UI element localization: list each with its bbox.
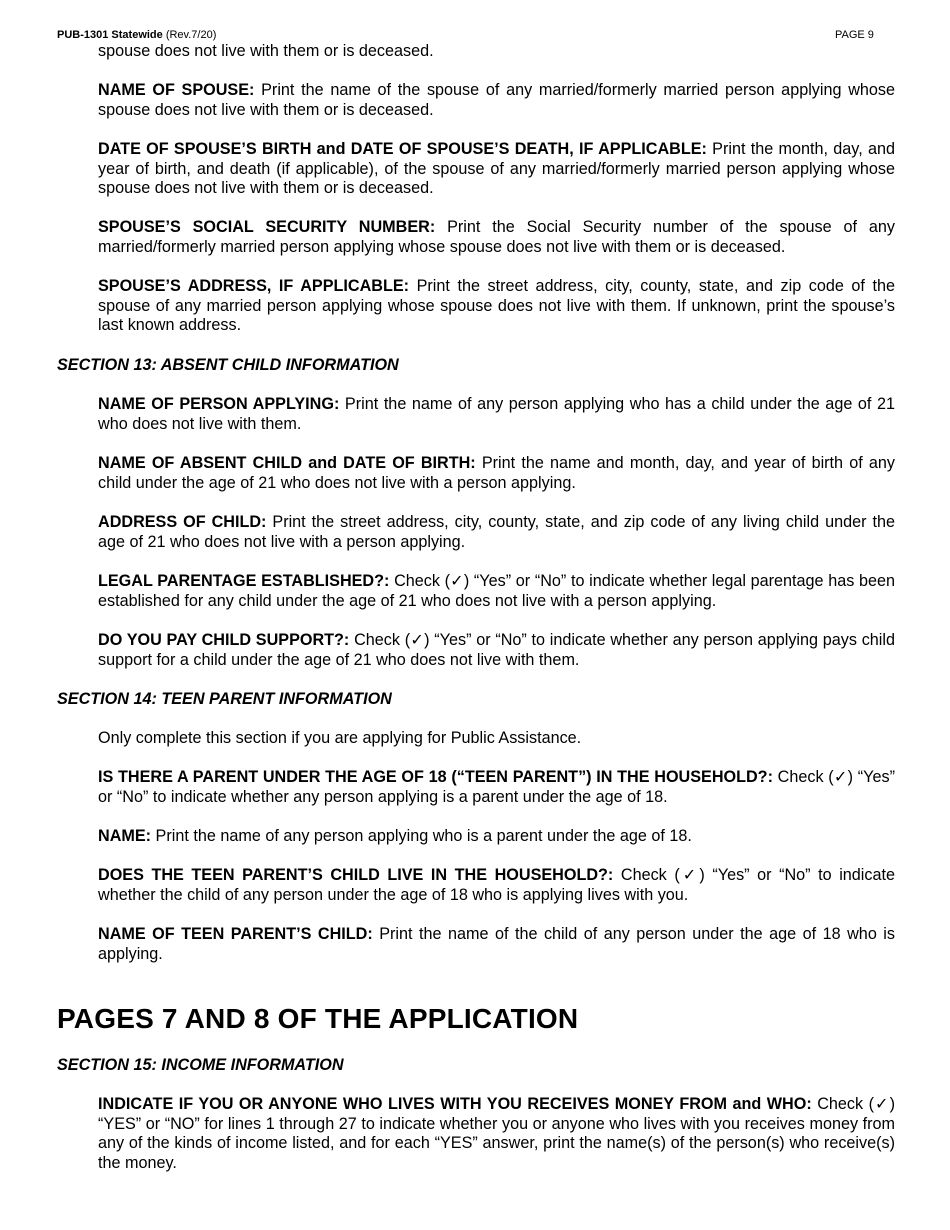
teen-parent-item xyxy=(98,768,895,807)
item-text: Check (✓) “YES” or “NO” for lines 1 through 27 to indicate whether you or anyone who lives with you receives money from any of the kinds of income listed, and for each “YES” answer, print the name(s) of the person(s) who receive(s) the money. xyxy=(98,1095,895,1172)
item-label: IS THERE A PARENT UNDER THE AGE OF 18 (“TEEN PARENT”) IN THE HOUSEHOLD?: xyxy=(98,768,773,786)
item-text: Print the street address, city, county, state, and zip code of the spouse of any married person applying whose spouse does not live with them. If unknown, print the spouse’s last known address. xyxy=(98,277,895,334)
item-text: Check (✓) “Yes” or “No” to indicate whether the child of any person under the age of 18 who is applying lives with you. xyxy=(98,866,896,904)
item-label: NAME: xyxy=(98,827,152,845)
item-label: SPOUSE’S ADDRESS, IF APPLICABLE: xyxy=(98,277,410,295)
legal-parentage-item xyxy=(98,572,895,611)
item-label: LEGAL PARENTAGE ESTABLISHED?: xyxy=(98,572,390,590)
item-text: Print the name of the spouse of any married/formerly married person applying whose spouse does not live with them or is deceased. xyxy=(98,81,895,119)
page-number: PAGE 9 xyxy=(835,29,874,41)
item-text: Print the name and month, day, and year of birth of any child under the age of 21 who does not live with a person applying. xyxy=(98,454,895,492)
form-id-header xyxy=(57,29,216,41)
item-text: Check (✓) “Yes” or “No” to indicate whether any person applying pays child support for a child under the age of 21 who does not live with them. xyxy=(98,631,896,669)
item-text: Print the Social Security number of the spouse of any married/formerly married person applying whose spouse does not live with them or is deceased. xyxy=(98,218,895,256)
item-text: Print the name of any person applying who is a parent under the age of 18. xyxy=(151,827,692,845)
absent-child-item xyxy=(98,454,895,493)
income-item xyxy=(98,1095,895,1173)
item-text: Print the name of any person applying who has a child under the age of 21 who does not live with them. xyxy=(98,395,896,433)
item-label: NAME OF PERSON APPLYING: xyxy=(98,395,340,413)
section-13-title: SECTION 13: ABSENT CHILD INFORMATION xyxy=(57,356,399,374)
child-address-item xyxy=(98,513,895,552)
form-revision: (Rev.7/20) xyxy=(165,29,217,41)
item-label: SPOUSE’S SOCIAL SECURITY NUMBER: xyxy=(98,218,436,236)
teen-parent-name-item xyxy=(98,827,895,847)
item-label: NAME OF SPOUSE: xyxy=(98,81,255,99)
section-14-intro: Only complete this section if you are applying for Public Assistance. xyxy=(98,729,582,747)
person-applying-item xyxy=(98,395,895,434)
spouse-name-item xyxy=(98,81,895,120)
spouse-address-item xyxy=(98,277,895,336)
item-text: Check (✓) “Yes” or “No” to indicate whether any person applying is a parent under the age of 18. xyxy=(98,768,895,806)
item-label: DATE OF SPOUSE’S BIRTH and DATE OF SPOUSE’S DEATH, IF APPLICABLE: xyxy=(98,140,707,158)
teen-child-name-item xyxy=(98,925,895,964)
item-text: Print the month, day, and year of birth, and death (if applicable), of the spouse of any married/formerly married person applying whose spouse does not live with them or is deceased. xyxy=(98,140,895,197)
pages-heading: PAGES 7 AND 8 OF THE APPLICATION xyxy=(57,1003,579,1034)
teen-child-household-item xyxy=(98,866,895,905)
section-15-title: SECTION 15: INCOME INFORMATION xyxy=(57,1056,344,1074)
spouse-dates-item xyxy=(98,140,895,199)
item-label: ADDRESS OF CHILD: xyxy=(98,513,267,531)
item-label: NAME OF ABSENT CHILD and DATE OF BIRTH: xyxy=(98,454,476,472)
item-label: NAME OF TEEN PARENT’S CHILD: xyxy=(98,925,373,943)
continued-text: spouse does not live with them or is deceased. xyxy=(98,42,434,60)
item-label: DOES THE TEEN PARENT’S CHILD LIVE IN THE HOUSEHOLD?: xyxy=(98,866,614,884)
form-id: PUB-1301 Statewide xyxy=(57,29,163,41)
section-14-title: SECTION 14: TEEN PARENT INFORMATION xyxy=(57,690,392,708)
item-text: Check (✓) “Yes” or “No” to indicate whether legal parentage has been established for any child under the age of 21 who does not live with a person applying. xyxy=(98,572,895,610)
item-label: DO YOU PAY CHILD SUPPORT?: xyxy=(98,631,350,649)
item-text: Print the street address, city, county, state, and zip code of any living child under the age of 21 who does not live with a person applying. xyxy=(98,513,895,551)
child-support-item xyxy=(98,631,895,670)
item-label: INDICATE IF YOU OR ANYONE WHO LIVES WITH YOU RECEIVES MONEY FROM and WHO: xyxy=(98,1095,812,1113)
item-text: Print the name of the child of any person under the age of 18 who is applying. xyxy=(98,925,895,963)
spouse-ssn-item xyxy=(98,218,895,257)
